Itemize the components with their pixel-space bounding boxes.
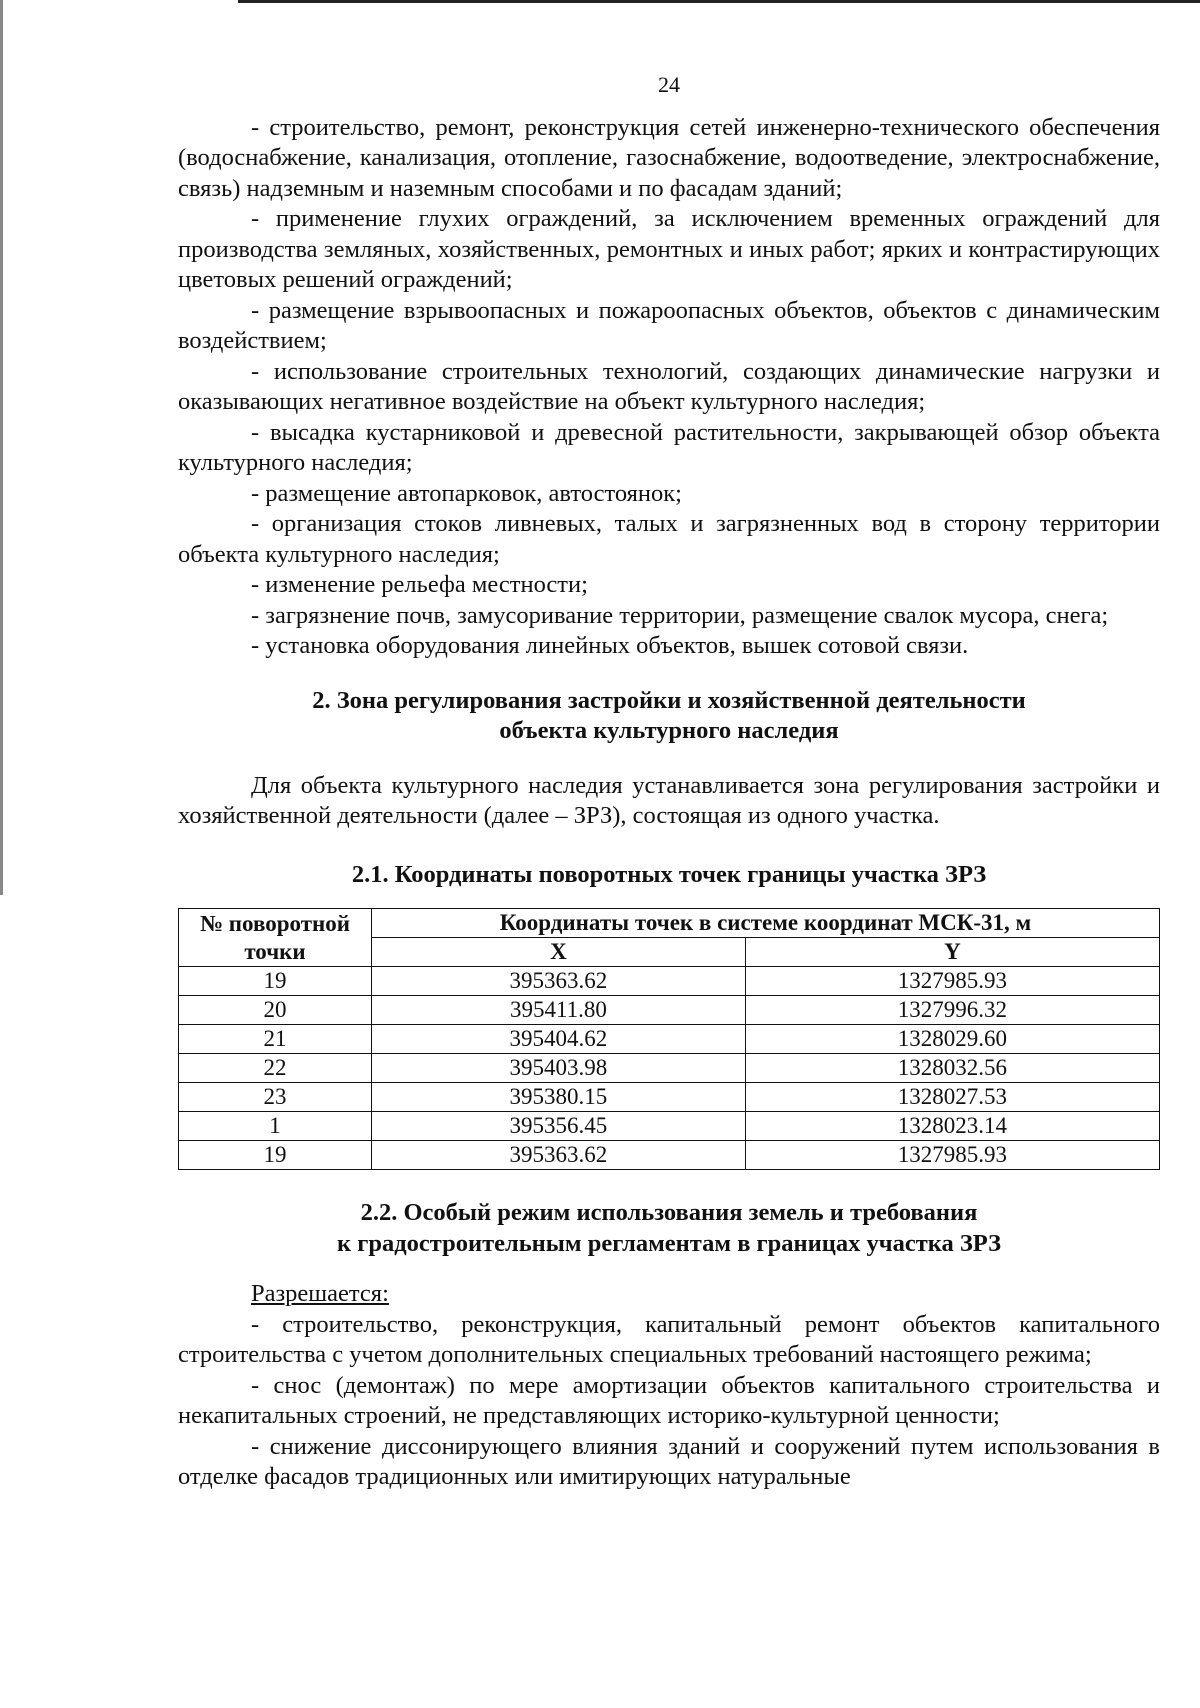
- column-header-point: [179, 909, 372, 967]
- allowed-list: [178, 1310, 1160, 1493]
- cell-y: 1327985.93: [745, 1141, 1159, 1170]
- list-item: - строительство, ремонт, реконструкция сетей инженерно-технического обеспечения (водоснабжение, канализация, отопление, газоснабжение, водоотведение, электроснабжение, связь) надземным и наземным способами и по фасадам зданий;: [178, 113, 1160, 202]
- cell-point: 1: [179, 1112, 372, 1141]
- list-item: - загрязнение почв, замусоривание территории, размещение свалок мусора, снега;: [251, 601, 1109, 629]
- cell-y: 1328027.53: [745, 1083, 1159, 1112]
- cell-y: 1327985.93: [745, 967, 1159, 996]
- allowed-label: Разрешается:: [251, 1280, 389, 1307]
- section-2-2-heading: [178, 1198, 1160, 1259]
- scan-top-border: [238, 0, 1200, 3]
- cell-x: 395363.62: [372, 967, 746, 996]
- table-row: [179, 1141, 1160, 1170]
- cell-x: 395403.98: [372, 1054, 746, 1083]
- cell-point: 19: [179, 967, 372, 996]
- section-2-2-heading-line2: к градостроительным регламентам в границах участка ЗРЗ: [336, 1229, 1001, 1257]
- cell-x: 395404.62: [372, 1025, 746, 1054]
- column-header-y: Y: [745, 938, 1159, 967]
- list-item: - снижение диссонирующего влияния зданий и сооружений путем использования в отделке фасадов традиционных или имитирующих натуральные: [178, 1432, 1160, 1490]
- column-header-x: X: [372, 938, 746, 967]
- section-2-heading-line2: объекта культурного наследия: [499, 717, 839, 744]
- coordinates-table: [178, 908, 1160, 1170]
- table-row: [179, 1083, 1160, 1112]
- column-header-coordinates: Координаты точек в системе координат МСК-31, м: [372, 909, 1160, 938]
- table-row: [179, 1112, 1160, 1141]
- column-header-point-line1: № поворотной: [199, 910, 351, 936]
- table-row: [179, 1054, 1160, 1083]
- section-2-paragraph: Для объекта культурного наследия устанавливается зона регулирования застройки и хозяйственной деятельности (далее – ЗРЗ), состоящая из одного участка.: [178, 771, 1160, 829]
- section-2-2-heading-line1: 2.2. Особый режим использования земель и требования: [360, 1199, 978, 1226]
- prohibitions-list: [178, 113, 1160, 662]
- table-row: [179, 967, 1160, 996]
- list-item: - снос (демонтаж) по мере амортизации объектов капитального строительства и некапитальных строений, не представляющих историко-культурной ценности;: [178, 1371, 1160, 1429]
- cell-y: 1327996.32: [745, 996, 1159, 1025]
- list-item: - размещение автопарковок, автостоянок;: [251, 479, 682, 507]
- list-item: - установка оборудования линейных объектов, вышек сотовой связи.: [251, 632, 969, 659]
- document-page: [178, 70, 1160, 1493]
- cell-point: 23: [179, 1083, 372, 1112]
- scan-left-border: [0, 0, 3, 895]
- table-row: [179, 996, 1160, 1025]
- allowed-label-paragraph: [178, 1279, 1160, 1310]
- list-item: - использование строительных технологий, создающих динамические нагрузки и оказывающих негативное воздействие на объект культурного наследия;: [178, 357, 1160, 415]
- section-2-1-heading: [178, 860, 1160, 891]
- cell-point: 20: [179, 996, 372, 1025]
- page-number: 24: [658, 72, 680, 97]
- cell-y: 1328023.14: [745, 1112, 1159, 1141]
- cell-x: 395380.15: [372, 1083, 746, 1112]
- section-2-heading-line1: 2. Зона регулирования застройки и хозяйственной деятельности: [312, 686, 1026, 714]
- list-item: - изменение рельефа местности;: [251, 571, 588, 598]
- list-item: - организация стоков ливневых, талых и загрязненных вод в сторону территории объекта культурного наследия;: [178, 510, 1160, 568]
- table-row: [179, 1025, 1160, 1054]
- cell-point: 19: [179, 1141, 372, 1170]
- list-item: - строительство, реконструкция, капитальный ремонт объектов капитального строительства с учетом дополнительных специальных требований настоящего режима;: [178, 1310, 1160, 1368]
- cell-y: 1328029.60: [745, 1025, 1159, 1054]
- section-2-1-heading-text: 2.1. Координаты поворотных точек границы участка ЗРЗ: [351, 860, 987, 888]
- cell-point: 22: [179, 1054, 372, 1083]
- cell-x: 395363.62: [372, 1141, 746, 1170]
- section-2-heading: [178, 686, 1160, 747]
- cell-y: 1328032.56: [745, 1054, 1159, 1083]
- cell-x: 395411.80: [372, 996, 746, 1025]
- list-item: - применение глухих ограждений, за исключением временных ограждений для производства земляных, хозяйственных, ремонтных и иных работ; ярких и контрастирующих цветовых решений ограждений;: [178, 205, 1160, 293]
- list-item: - высадка кустарниковой и древесной растительности, закрывающей обзор объекта культурного наследия;: [178, 418, 1160, 476]
- cell-point: 21: [179, 1025, 372, 1054]
- list-item: - размещение взрывоопасных и пожароопасных объектов, объектов с динамическим воздействием;: [178, 296, 1160, 354]
- cell-x: 395356.45: [372, 1112, 746, 1141]
- column-header-point-line2: точки: [244, 938, 306, 964]
